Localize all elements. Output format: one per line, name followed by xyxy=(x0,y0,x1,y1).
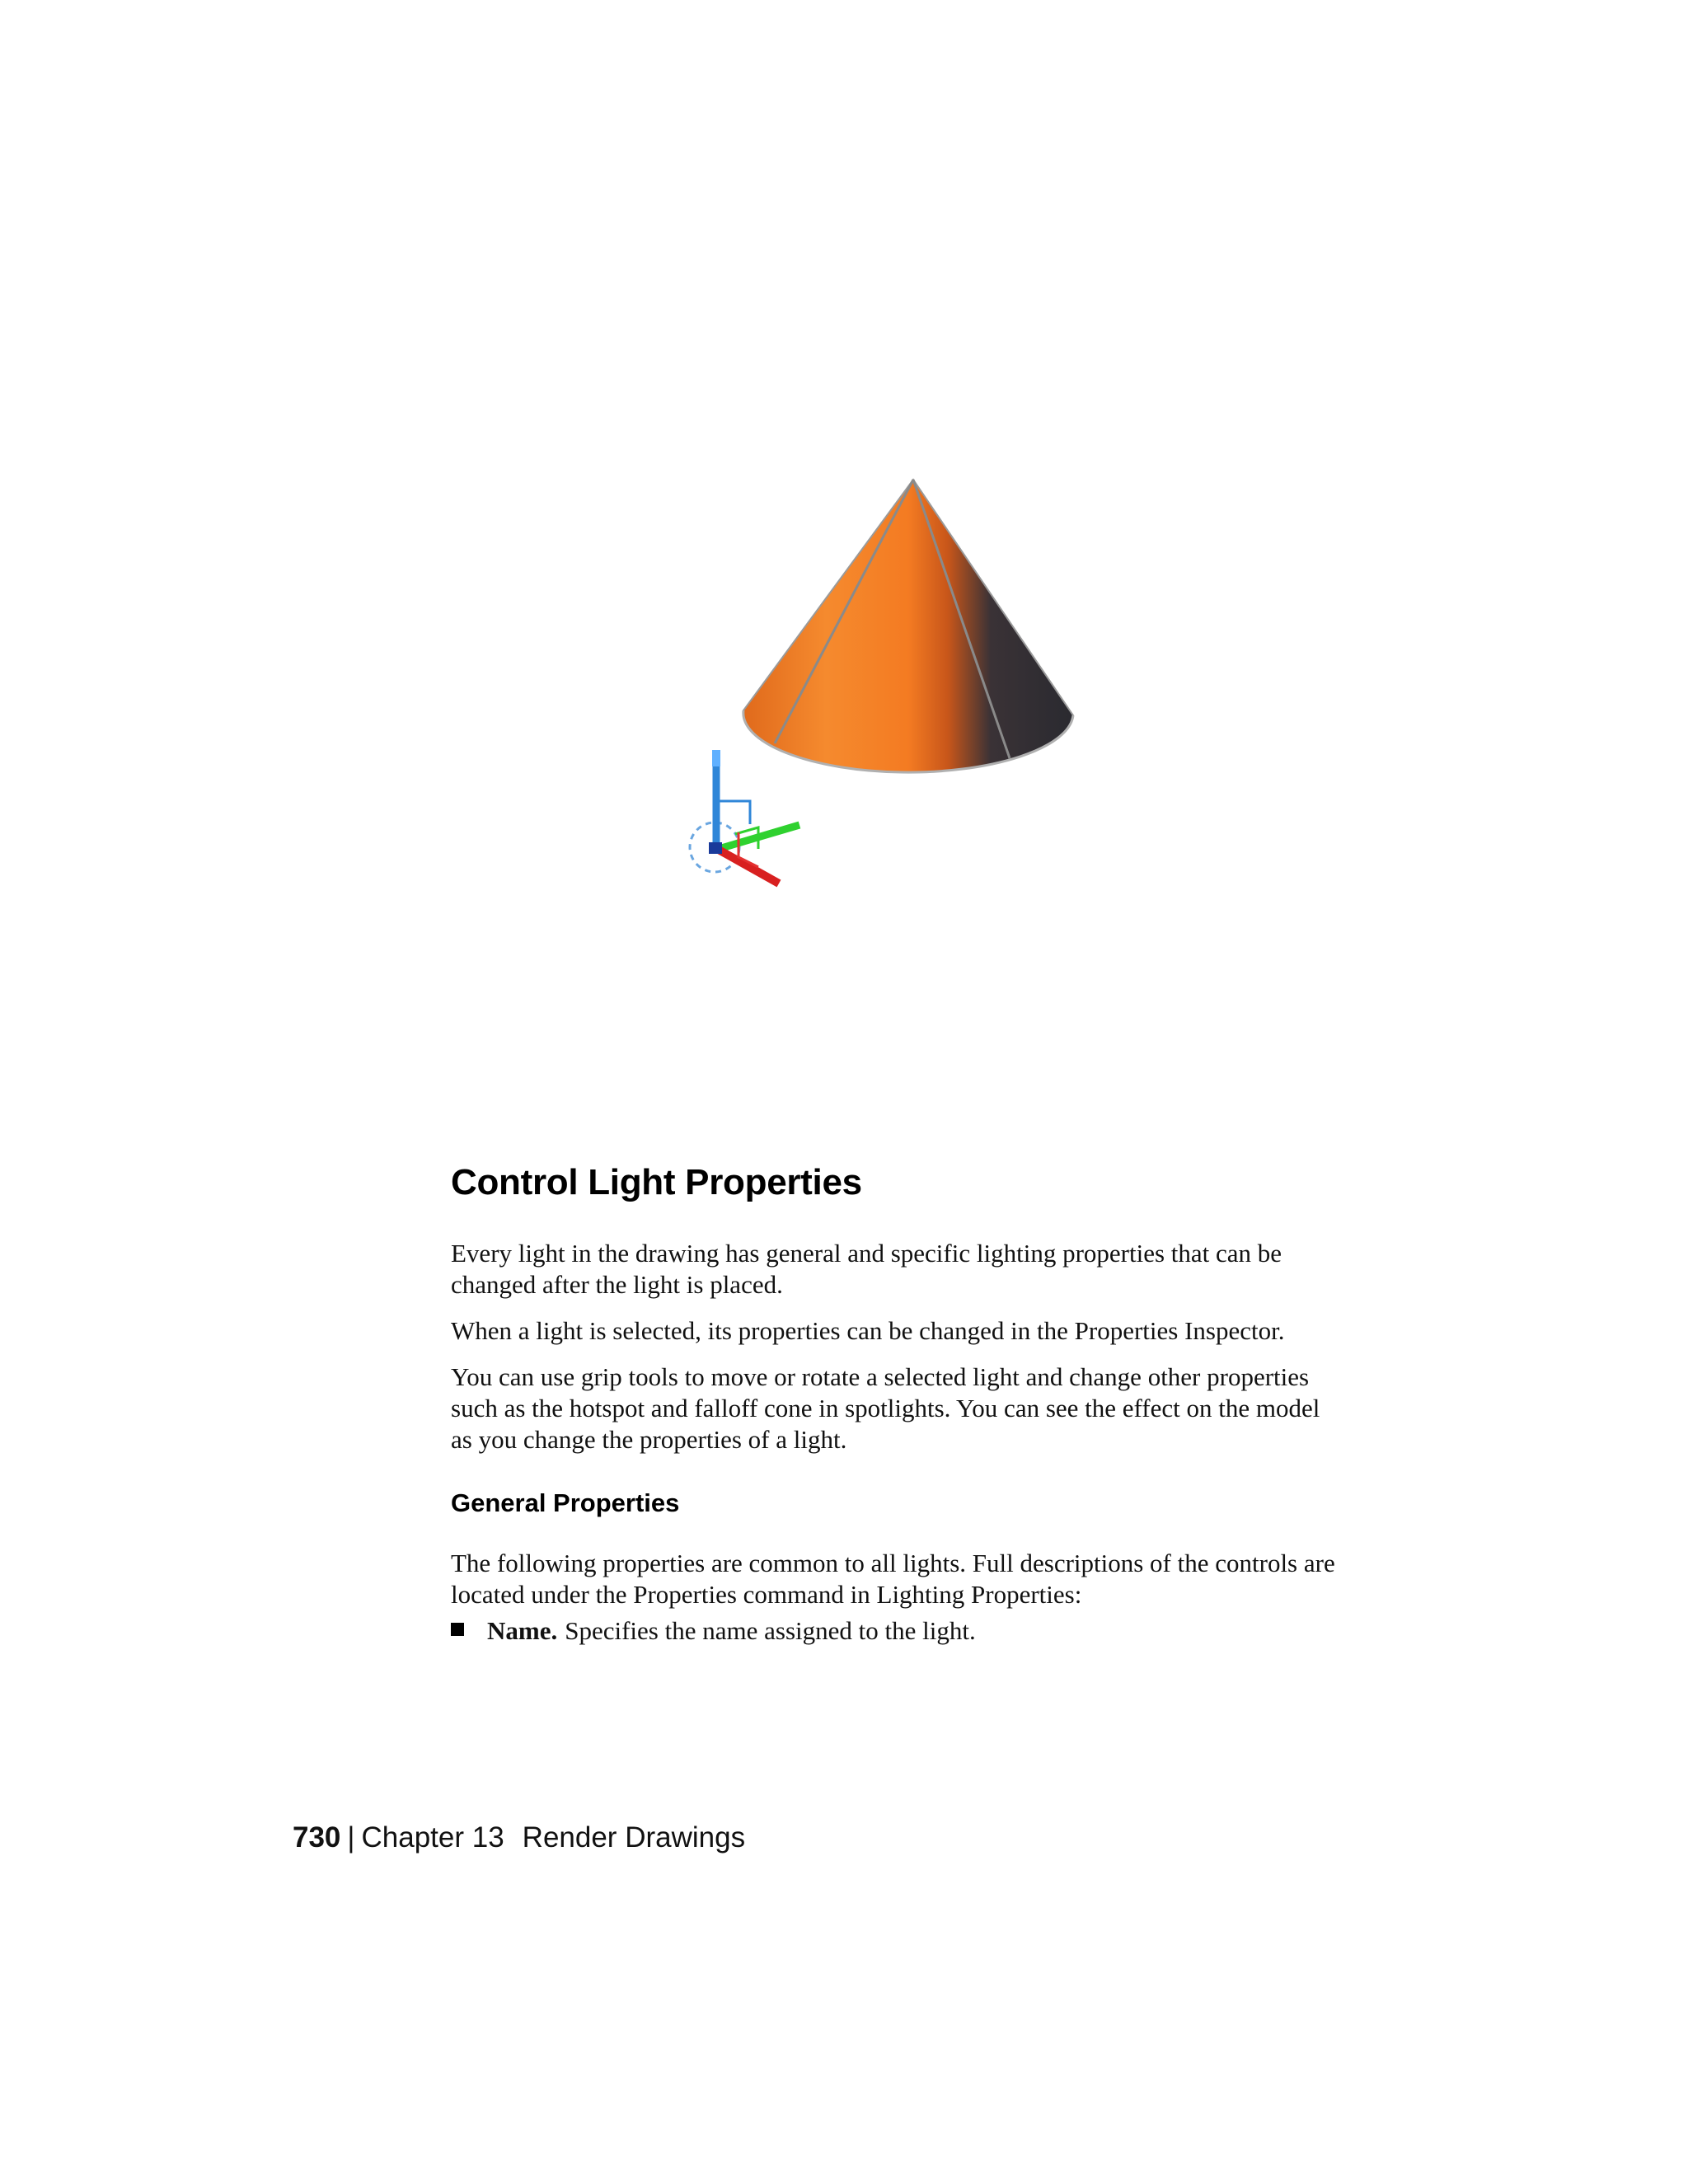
subsection-title: General Properties xyxy=(451,1488,680,1517)
footer-separator: | xyxy=(347,1821,355,1854)
paragraph: When a light is selected, its properties can be changed in the Properties Inspector. xyxy=(451,1316,1285,1345)
list-item xyxy=(451,1615,1341,1647)
cone-illustration xyxy=(659,462,1121,923)
section-title: Control Light Properties xyxy=(451,1162,862,1202)
bullet-square-icon xyxy=(451,1623,464,1636)
list-item-term: Name. xyxy=(487,1616,558,1645)
page-footer xyxy=(293,1821,745,1854)
paragraph: Every light in the drawing has general and specific lighting properties that can be changed after the light is placed. xyxy=(451,1239,1282,1299)
main-content xyxy=(451,1162,1341,1647)
list-item-description: Specifies the name assigned to the light. xyxy=(565,1616,976,1645)
chapter-label: Chapter 13 xyxy=(361,1821,504,1854)
move-gizmo-icon xyxy=(690,750,799,883)
cone-body xyxy=(743,480,1073,772)
paragraph: The following properties are common to all lights. Full descriptions of the controls are located under the Properties command in Lighting Properties: xyxy=(451,1549,1335,1609)
page-number: 730 xyxy=(293,1821,341,1854)
paragraph: You can use grip tools to move or rotate a selected light and change other properties such as the hotspot and falloff cone in spotlights. You can see the effect on the model as you change the properties of a light. xyxy=(451,1362,1320,1454)
chapter-title: Render Drawings xyxy=(522,1821,746,1854)
cone-svg xyxy=(659,462,1121,923)
